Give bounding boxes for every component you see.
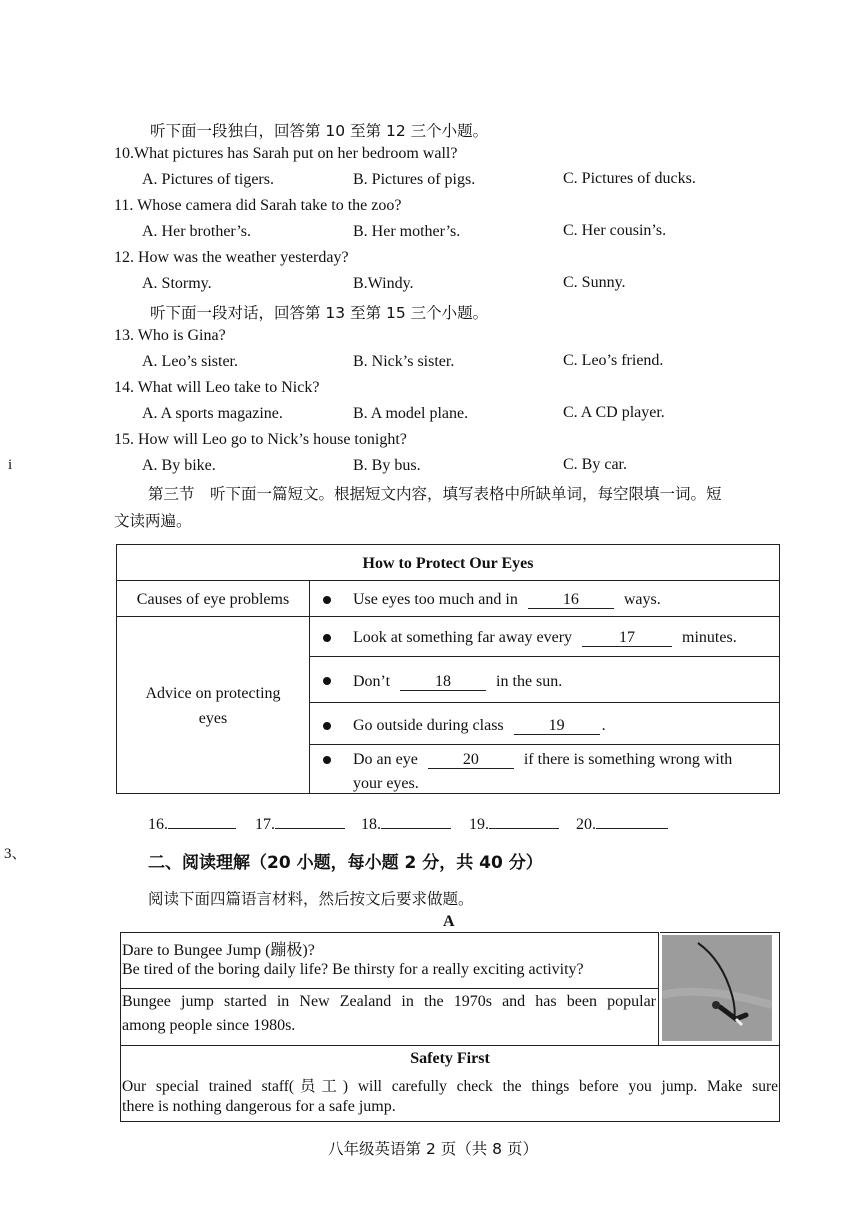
option-c: C. Leo’s friend. bbox=[563, 352, 664, 369]
reading-intro: 阅读下面四篇语言材料，然后按文后要求做题。 bbox=[148, 890, 474, 908]
section-intro: 听下面一段独白，回答第 10 至第 12 三个小题。 bbox=[150, 122, 489, 140]
option-a: A. By bike. bbox=[142, 457, 216, 474]
safety-text-cont: there is nothing dangerous for a safe jump. bbox=[122, 1098, 396, 1115]
option-b: B. Pictures of pigs. bbox=[353, 171, 476, 188]
bullet-icon bbox=[323, 756, 331, 764]
section-instructions: 第三节 听下面一篇短文。根据短文内容，填写表格中所缺单词，每空限填一词。短 bbox=[148, 485, 722, 503]
bullet-icon bbox=[323, 596, 331, 604]
safety-title: Safety First bbox=[410, 1050, 490, 1067]
option-c: C. A CD player. bbox=[563, 404, 665, 421]
eye-protection-table bbox=[116, 544, 780, 794]
blank-18[interactable]: 18 bbox=[400, 673, 486, 691]
table-cell: Use eyes too much and in 16 ways. bbox=[353, 591, 661, 608]
table-cell: Go outside during class 19 . bbox=[353, 717, 606, 734]
option-c: C. Her cousin’s. bbox=[563, 222, 667, 239]
section-intro: 听下面一段对话，回答第 13 至第 15 三个小题。 bbox=[150, 304, 489, 322]
question-text: 11. Whose camera did Sarah take to the zoo? bbox=[114, 197, 402, 214]
blank-16[interactable]: 16 bbox=[528, 591, 614, 609]
ad-subtitle: Be tired of the boring daily life? Be thirsty for a really exciting activity? bbox=[122, 961, 584, 978]
question-text: 14. What will Leo take to Nick? bbox=[114, 379, 320, 396]
option-b: B. A model plane. bbox=[353, 405, 469, 422]
table-title: How to Protect Our Eyes bbox=[362, 555, 534, 572]
reading-heading: 二、阅读理解（20 小题，每小题 2 分，共 40 分） bbox=[148, 853, 543, 873]
table-cell-cont: your eyes. bbox=[353, 775, 419, 792]
answer-17[interactable]: 17. bbox=[255, 812, 345, 834]
option-a: A. Leo’s sister. bbox=[142, 353, 238, 370]
safety-text: Our special trained staff(员工) will carefully check the things before you jump. Make sure bbox=[122, 1078, 778, 1095]
answer-20[interactable]: 20. bbox=[576, 812, 668, 834]
answer-18[interactable]: 18. bbox=[361, 812, 451, 834]
option-b: B. Her mother’s. bbox=[353, 223, 461, 240]
page-footer: 八年级英语第 2 页（共 8 页） bbox=[328, 1140, 538, 1158]
ad-history: Bungee jump started in New Zealand in the 1970s and has been popular bbox=[122, 993, 656, 1010]
bungee-jump-photo bbox=[662, 935, 772, 1041]
row-label: Causes of eye problems bbox=[136, 591, 290, 608]
passage-letter: A bbox=[443, 913, 455, 930]
option-c: C. By car. bbox=[563, 456, 627, 473]
option-b: B.Windy. bbox=[353, 275, 414, 292]
row-label-cont: eyes bbox=[198, 710, 228, 727]
option-a: A. Her brother’s. bbox=[142, 223, 252, 240]
margin-mark: 3、 bbox=[4, 846, 27, 862]
blank-17[interactable]: 17 bbox=[582, 629, 672, 647]
option-a: A. Pictures of tigers. bbox=[142, 171, 274, 188]
option-c: C. Pictures of ducks. bbox=[563, 170, 696, 187]
bullet-icon bbox=[323, 677, 331, 685]
table-cell: Do an eye 20 if there is something wrong with bbox=[353, 751, 733, 768]
option-b: B. By bus. bbox=[353, 457, 421, 474]
section-instructions-cont: 文读两遍。 bbox=[114, 512, 192, 530]
table-cell: Don’t 18 in the sun. bbox=[353, 673, 563, 690]
table-cell: Look at something far away every 17 minutes. bbox=[353, 629, 737, 646]
bullet-icon bbox=[323, 634, 331, 642]
question-text: 13. Who is Gina? bbox=[114, 327, 226, 344]
blank-20[interactable]: 20 bbox=[428, 751, 514, 769]
answer-16[interactable]: 16. bbox=[148, 812, 236, 834]
option-a: A. A sports magazine. bbox=[142, 405, 283, 422]
blank-19[interactable]: 19 bbox=[514, 717, 600, 735]
option-b: B. Nick’s sister. bbox=[353, 353, 455, 370]
option-c: C. Sunny. bbox=[563, 274, 626, 291]
answer-19[interactable]: 19. bbox=[469, 812, 559, 834]
bungee-jump-ad bbox=[120, 932, 780, 1122]
question-text: 15. How will Leo go to Nick’s house tonight? bbox=[114, 431, 407, 448]
row-label: Advice on protecting bbox=[145, 685, 281, 702]
bullet-icon bbox=[323, 722, 331, 730]
ad-title: Dare to Bungee Jump (蹦极)? bbox=[122, 942, 315, 959]
question-text: 10.What pictures has Sarah put on her bedroom wall? bbox=[114, 145, 458, 162]
option-a: A. Stormy. bbox=[142, 275, 212, 292]
question-text: 12. How was the weather yesterday? bbox=[114, 249, 349, 266]
margin-mark: i bbox=[8, 457, 13, 473]
ad-history-cont: among people since 1980s. bbox=[122, 1017, 296, 1034]
